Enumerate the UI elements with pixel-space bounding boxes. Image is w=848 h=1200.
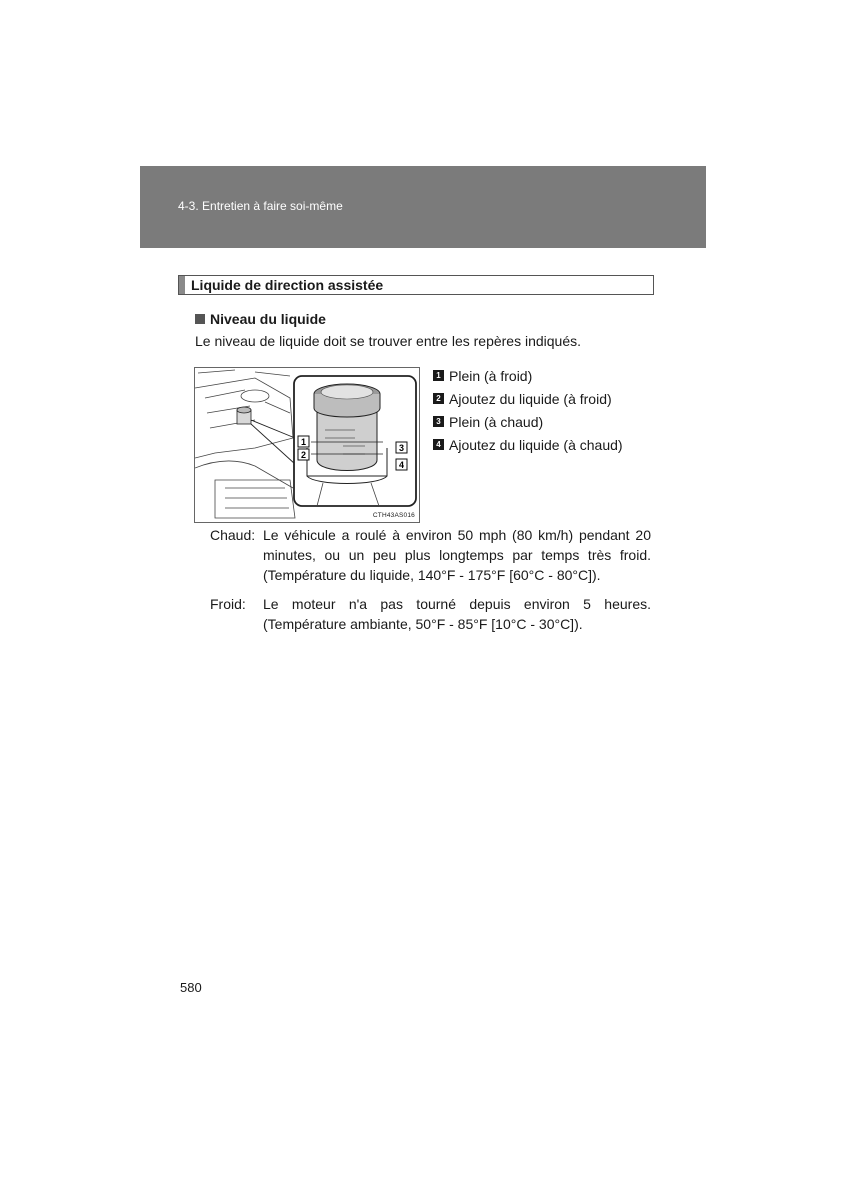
definition-text: Le moteur n'a pas tourné depuis environ 5 heures. (Température ambiante, 50°F - 85°F [10°C - 30°C]). [263, 596, 651, 632]
legend-label-3: Plein (à chaud) [449, 413, 544, 430]
chapter-header-band [140, 166, 706, 248]
reservoir-figure [194, 367, 420, 523]
callout-3 [396, 442, 407, 453]
callout-3-label: 3 [398, 443, 405, 453]
subsection-title: Niveau du liquide [210, 311, 326, 327]
figure-code: CTH43AS016 [372, 512, 415, 519]
definition-term: Froid: [210, 596, 246, 612]
engine-bay-drawing [195, 370, 295, 518]
callout-4 [396, 459, 407, 470]
callout-1 [298, 436, 309, 447]
section-heading-bar [179, 276, 185, 294]
definition-text: Le véhicule a roulé à environ 50 mph (80 km/h) pendant 20 minutes, ou un peu plus longtemps par temps très froid. (Température du liquide, 140°F - 175°F [60°C - 80°C]). [263, 527, 651, 583]
legend-label-1: Plein (à froid) [449, 367, 533, 384]
legend-number-2: 2 [433, 393, 444, 404]
legend-item [433, 410, 623, 433]
section-heading-box [178, 275, 654, 295]
page-number: 580 [180, 980, 202, 995]
legend-number-1: 1 [433, 370, 444, 381]
legend-number-3: 3 [433, 416, 444, 427]
legend-item [433, 387, 623, 410]
legend-item [433, 433, 623, 456]
legend-label-2: Ajoutez du liquide (à froid) [449, 390, 612, 407]
legend-number-4: 4 [433, 439, 444, 450]
callout-2 [298, 449, 309, 460]
figure-legend [433, 364, 623, 456]
callout-4-label: 4 [398, 460, 405, 470]
subsection-heading [195, 311, 326, 327]
section-title: Liquide de direction assistée [191, 277, 384, 293]
callout-1-label: 1 [300, 437, 307, 447]
chapter-title: 4-3. Entretien à faire soi-même [178, 199, 343, 213]
callout-2-label: 2 [300, 450, 307, 460]
intro-paragraph: Le niveau de liquide doit se trouver entre les repères indiqués. [195, 333, 582, 349]
square-bullet-icon [195, 314, 205, 324]
legend-label-4: Ajoutez du liquide (à chaud) [449, 436, 623, 453]
legend-item [433, 364, 623, 387]
definition-term: Chaud: [210, 527, 256, 543]
reservoir-cap-small [237, 407, 295, 464]
reservoir-illustration [195, 368, 420, 523]
